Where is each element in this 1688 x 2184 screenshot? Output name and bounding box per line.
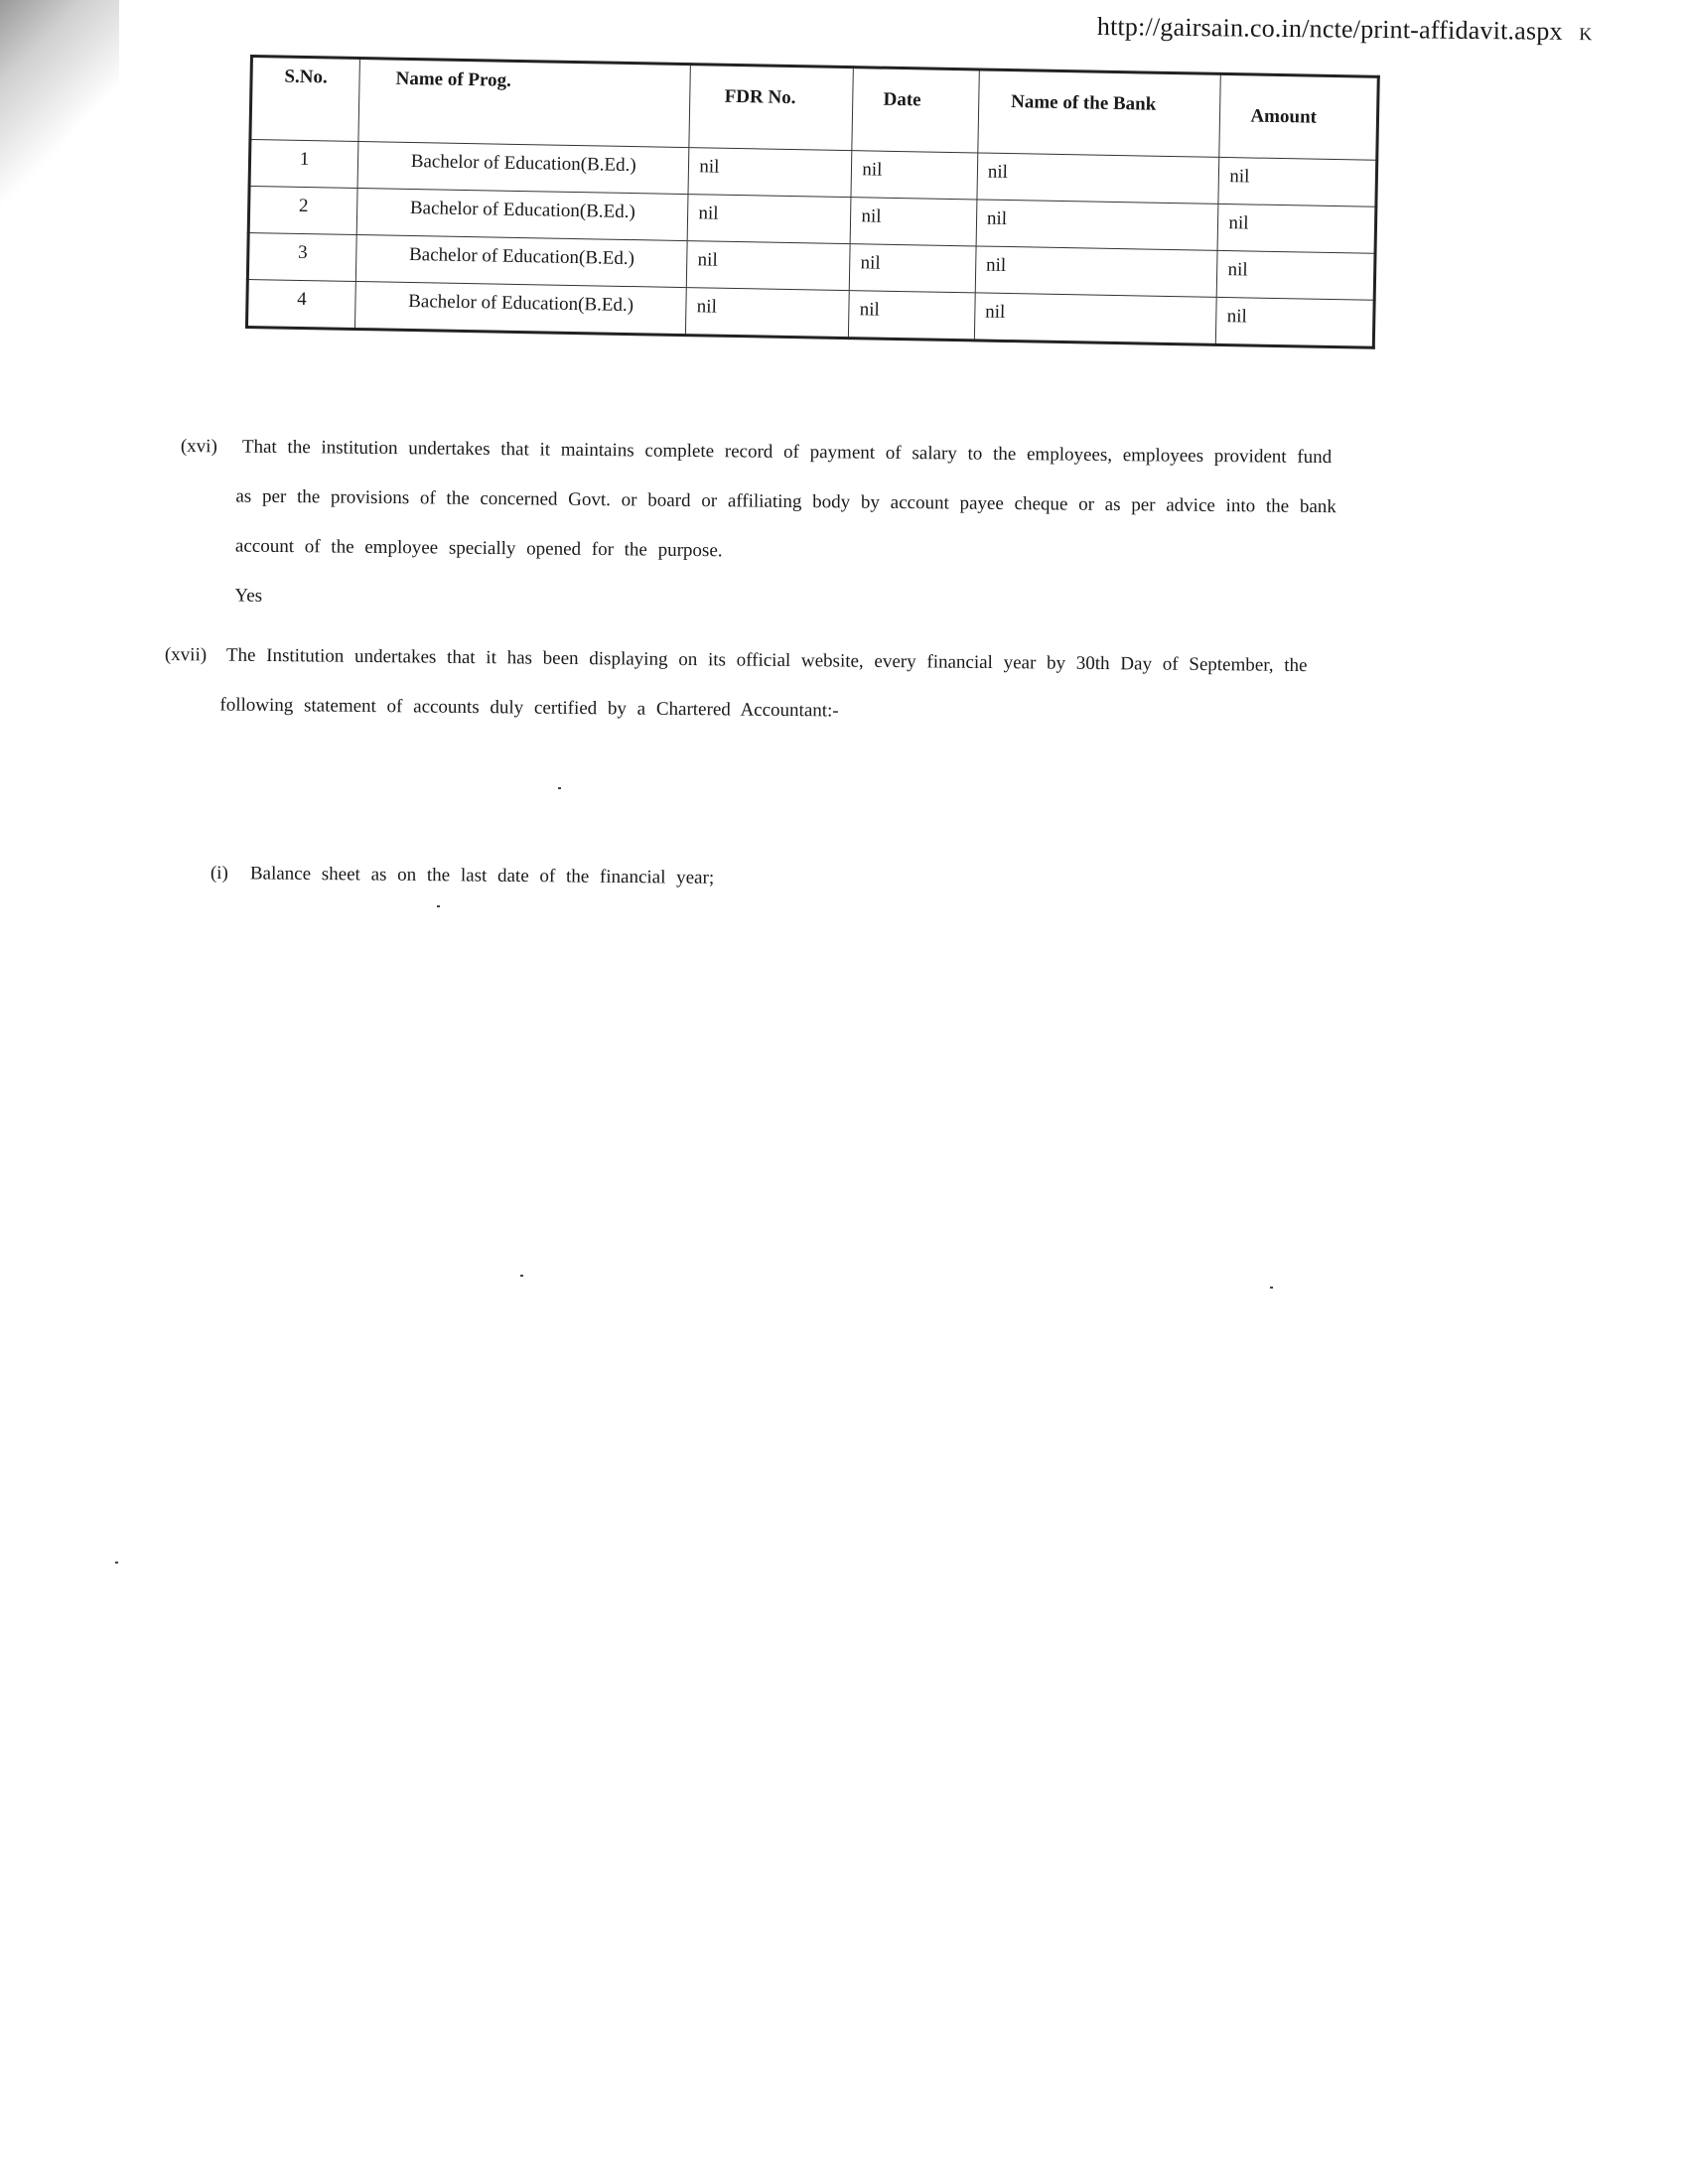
col-header-prog: Name of Prog. [358,59,691,148]
clause-text-line: Balance sheet as on the last date of the financial year; [249,863,715,888]
cell-date: nil [851,151,977,200]
cell-prog: Bachelor of Education(B.Ed.) [357,142,689,195]
url-suffix: K [1579,24,1593,45]
cell-fdr: nil [687,195,851,244]
cell-amount: nil [1217,204,1375,253]
cell-prog: Bachelor of Education(B.Ed.) [354,281,686,335]
cell-date: nil [850,244,976,293]
cell-amount: nil [1216,297,1374,347]
cell-sno: 1 [249,140,358,189]
cell-bank: nil [975,246,1217,297]
cell-sno: 3 [247,232,356,281]
clause-number: (xvii) [164,644,208,666]
cell-date: nil [849,291,975,341]
col-header-bank: Name of the Bank [978,69,1221,157]
cell-fdr: nil [688,148,852,198]
clause-text-line: The Institution undertakes that it has been displaying on its official website, every financial year by 30th Day of September, the [225,644,1308,677]
clause-text-line: following statement of accounts duly certified by a Chartered Accountant:- [219,694,839,722]
clause-answer: Yes [234,585,263,607]
clause-xvi [180,436,1412,607]
clause-number: (xvi) [180,436,217,458]
scan-speck [115,1562,118,1564]
scan-edge-shadow [0,0,119,258]
page-url-header [1097,12,1593,47]
cell-bank: nil [977,153,1219,204]
clause-text-line: account of the employee specially opened for the purpose. [234,535,723,562]
url-text: http://gairsain.co.in/ncte/print-affidavit.aspx [1096,12,1563,46]
col-header-amount: Amount [1219,73,1378,160]
cell-bank: nil [974,293,1216,344]
cell-date: nil [850,198,976,246]
fdr-table [245,55,1380,349]
cell-fdr: nil [687,241,851,291]
col-header-fdr: FDR No. [689,65,853,151]
cell-prog: Bachelor of Education(B.Ed.) [356,189,688,241]
cell-prog: Bachelor of Education(B.Ed.) [355,234,687,287]
scan-speck [558,787,561,789]
col-header-date: Date [852,68,979,153]
clause-i [210,863,906,888]
scan-speck [1270,1287,1273,1289]
clause-text-line: That the institution undertakes that it maintains complete record of payment of salary to the employees, employees provident fund [241,436,1333,469]
clause-xvii [164,644,1396,722]
clause-text-line: as per the provisions of the concerned Govt. or board or affiliating body by account payee cheque or as per advice into the bank [235,485,1336,518]
cell-fdr: nil [686,288,850,339]
cell-sno: 2 [248,187,357,235]
clause-number: (i) [210,863,228,885]
cell-amount: nil [1217,250,1375,300]
cell-bank: nil [976,200,1218,250]
col-header-sno: S.No. [250,57,360,142]
fdr-table-container [245,55,1380,349]
cell-amount: nil [1218,157,1376,206]
scan-speck [437,905,440,907]
cell-sno: 4 [246,279,355,329]
scan-speck [520,1275,523,1277]
